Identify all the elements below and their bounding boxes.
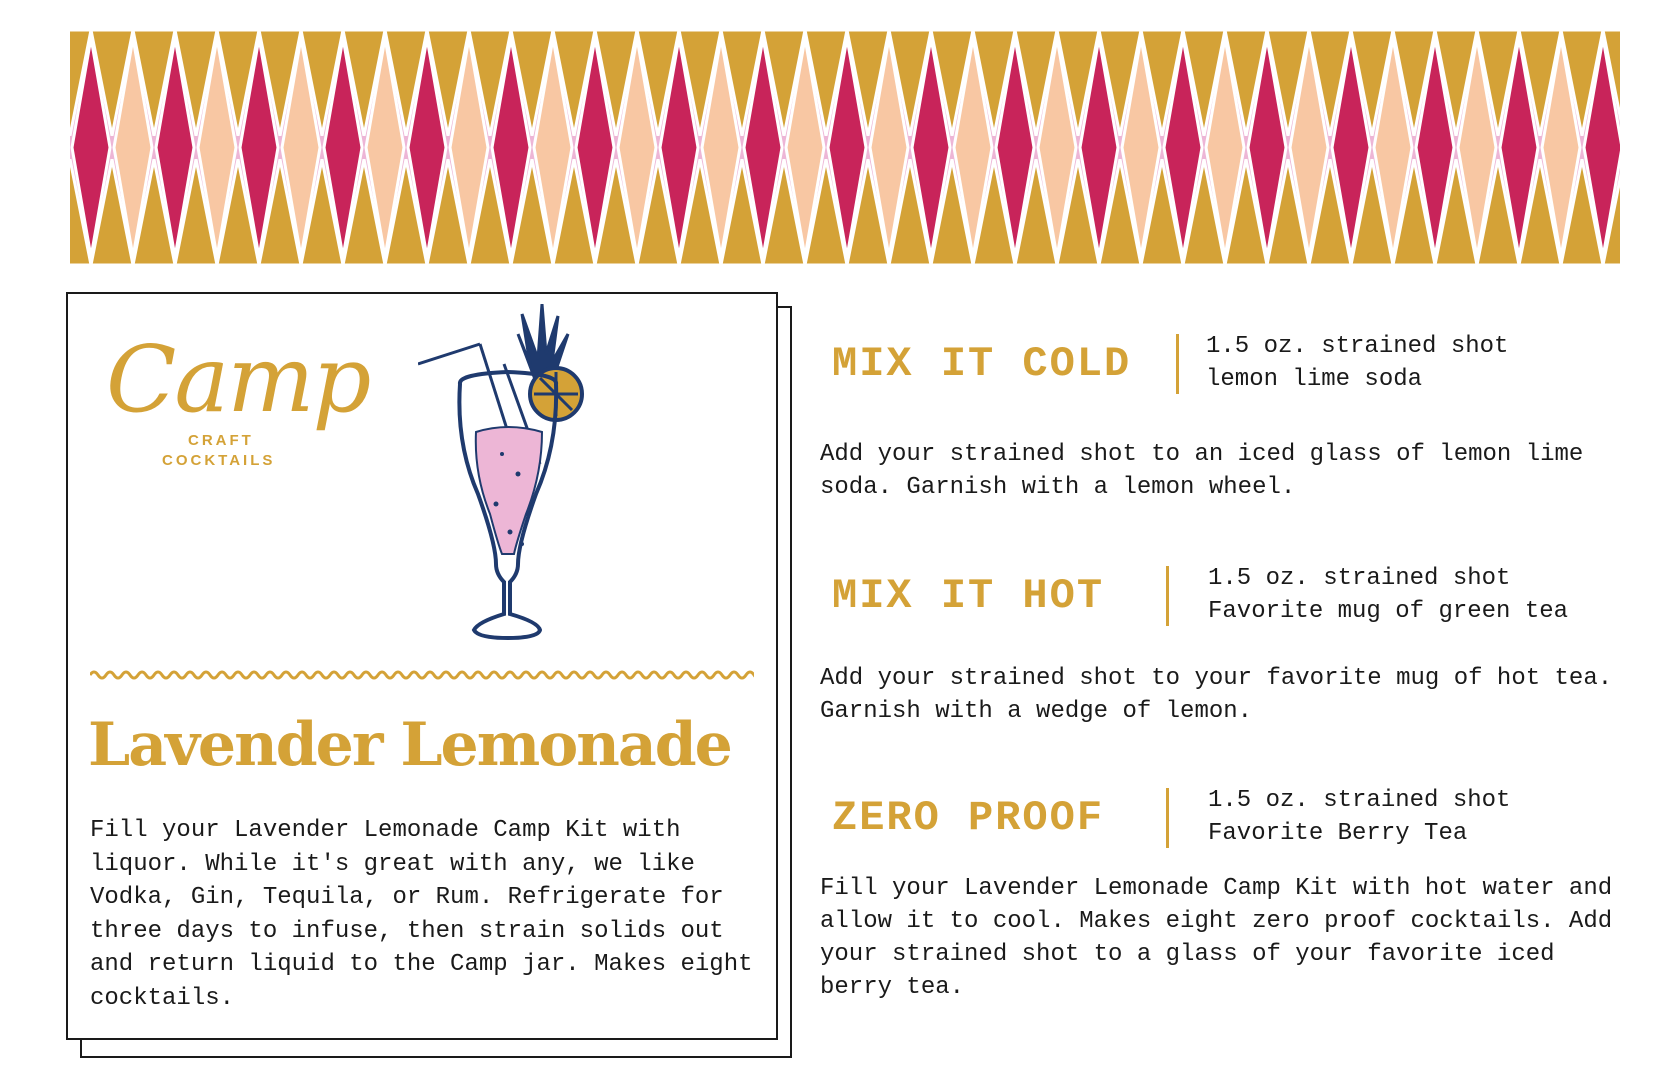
camp-logo <box>106 326 370 472</box>
ingredient-line: lemon lime soda <box>1206 366 1423 393</box>
ingredient-line: Favorite Berry Tea <box>1208 820 1468 847</box>
section-body: Add your strained shot to an iced glass of lemon lime soda. Garnish with a lemon wheel. <box>820 441 1584 501</box>
section-heading: MIX IT HOT <box>832 572 1105 620</box>
hurricane-glass-cocktail-icon <box>418 304 598 664</box>
ingredient-line: 1.5 oz. strained shot <box>1208 787 1511 814</box>
wavy-divider <box>90 666 754 684</box>
recipe-card <box>66 292 778 1040</box>
logo-cocktails: COCKTAILS <box>162 452 276 469</box>
section-divider <box>1166 788 1169 848</box>
logo-script: Camp <box>106 326 370 433</box>
harlequin-pattern-icon <box>70 30 1620 265</box>
section-heading: ZERO PROOF <box>832 794 1105 842</box>
section-divider <box>1176 334 1179 394</box>
ingredient-line: 1.5 oz. strained shot <box>1208 565 1511 592</box>
section-body: Fill your Lavender Lemonade Camp Kit with hot water and allow it to cool. Makes eight zero proof cocktails. Add your strained shot to a glass of your favorite iced berry tea. <box>820 875 1613 1001</box>
section-heading: MIX IT COLD <box>832 340 1132 388</box>
ingredient-line: 1.5 oz. strained shot <box>1206 333 1509 360</box>
recipe-title: Lavender Lemonade <box>88 710 731 780</box>
section-body: Add your strained shot to your favorite mug of hot tea. Garnish with a wedge of lemon. <box>820 665 1613 725</box>
recipe-description: Fill your Lavender Lemonade Camp Kit with liquor. While it's great with any, we like Vodka, Gin, Tequila, or Rum. Refrigerate for three days to infuse, then strain solids out and return liquid to the Camp jar. Makes eight cocktails. <box>90 817 753 1012</box>
logo-craft: CRAFT <box>188 432 254 449</box>
ingredient-line: Favorite mug of green tea <box>1208 598 1569 625</box>
harlequin-banner <box>70 30 1620 265</box>
section-divider <box>1166 566 1169 626</box>
